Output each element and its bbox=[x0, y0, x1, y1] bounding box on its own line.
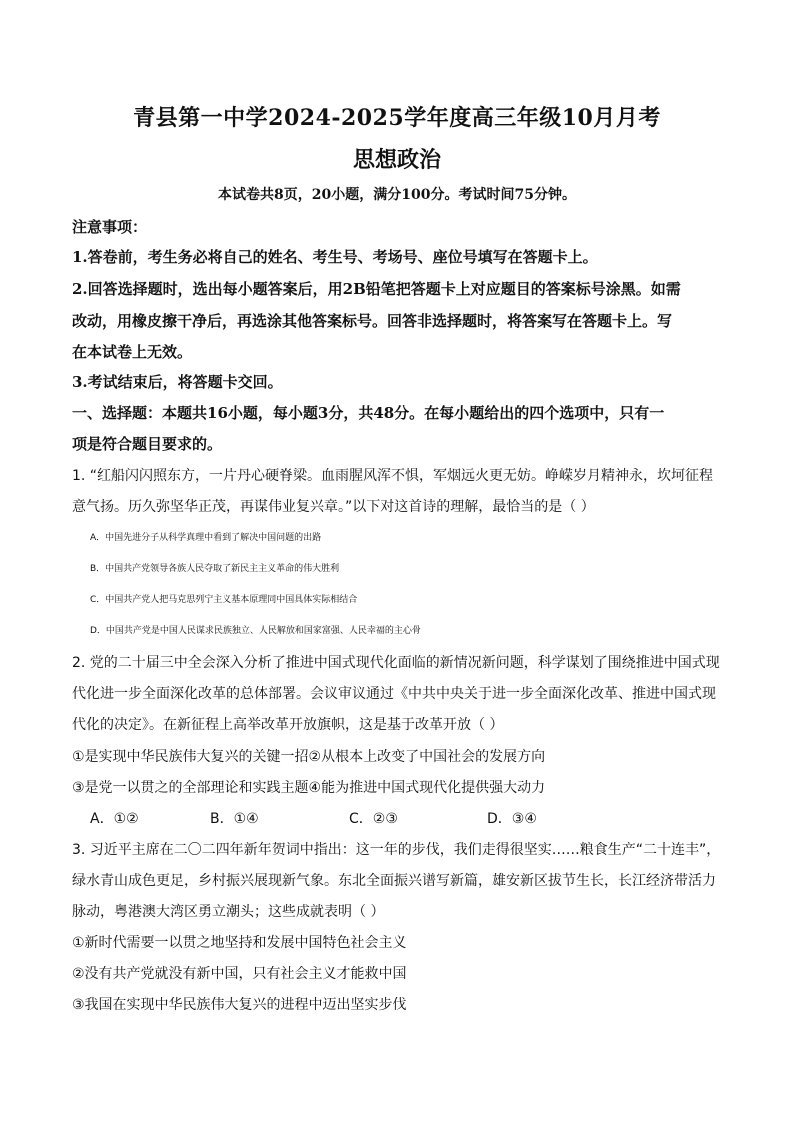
question-2-stem-line-1: 2. 党的二十届三中全会深入分析了推进中国式现代化面临的新情况新问题，科学谋划了围绕推进中国式现 bbox=[72, 655, 720, 671]
notice-heading: 注意事项： bbox=[72, 218, 148, 236]
question-3-stem-line-2: 绿水青山成色更足，乡村振兴展现新气象。东北全面振兴谱写新篇，雄安新区拔节生长，长江经济带活力 bbox=[72, 873, 716, 889]
notice-item-2-line-1: 2.回答选择题时，选出每小题答案后，用2B铅笔把答题卡上对应题目的答案标号涂黑。如需 bbox=[72, 280, 681, 298]
question-1-stem-line-2: 意气扬。历久弥坚华正茂，再谋伟业复兴章。”以下对这首诗的理解，最恰当的是（ ） bbox=[72, 499, 595, 515]
notice-item-1: 1.答卷前，考生务必将自己的姓名、考生号、考场号、座位号填写在答题卡上。 bbox=[72, 248, 598, 266]
question-2-option-c: C．②③ bbox=[349, 811, 398, 827]
exam-title: 青县第一中学2024-2025学年度高三年级10月月考 bbox=[133, 105, 661, 131]
question-3-statement-2: ②没有共产党就没有新中国，只有社会主义才能救中国 bbox=[72, 966, 407, 982]
question-3-statement-3: ③我国在实现中华民族伟大复兴的进程中迈出坚实步伐 bbox=[72, 997, 407, 1013]
question-1-option-c: C．中国共产党人把马克思列宁主义基本原理同中国具体实际相结合 bbox=[90, 595, 358, 605]
question-3-stem-line-3: 脉动，粤港澳大湾区勇立潮头；这些成就表明（ ） bbox=[72, 904, 385, 920]
question-2-statements-2: ③是党一以贯之的全部理论和实践主题④能为推进中国式现代化提供强大动力 bbox=[72, 780, 546, 796]
notice-item-3: 3.考试结束后，将答题卡交回。 bbox=[72, 373, 283, 391]
question-2-option-a: A．①② bbox=[90, 811, 139, 827]
question-2-stem-line-2: 代化进一步全面深化改革的总体部署。会议审议通过《中共中央关于进一步全面深化改革、推进中国式现 bbox=[72, 686, 716, 702]
question-1-option-d: D．中国共产党是中国人民谋求民族独立、人民解放和国家富强、人民幸福的主心骨 bbox=[90, 626, 421, 636]
question-2-stem-line-3: 代化的决定》。在新征程上高举改革开放旗帜，这是基于改革开放（ ） bbox=[72, 717, 504, 733]
section-heading-line-2: 项是符合题目要求的。 bbox=[72, 435, 223, 453]
question-1-option-a: A．中国先进分子从科学真理中看到了解决中国问题的出路 bbox=[90, 533, 322, 543]
exam-subject: 思想政治 bbox=[352, 147, 441, 173]
question-1-stem-line-1: 1. “红船闪闪照东方，一片丹心硬脊梁。血雨腥风浑不惧，军烟远火更无妨。峥嵘岁月精神永，坎坷征程 bbox=[72, 468, 714, 484]
question-3-statement-1: ①新时代需要一以贯之地坚持和发展中国特色社会主义 bbox=[72, 935, 407, 951]
question-2-option-d: D．③④ bbox=[487, 811, 537, 827]
section-heading-line-1: 一、选择题：本题共16小题，每小题3分，共48分。在每小题给出的四个选项中，只有一 bbox=[72, 404, 665, 422]
question-1-option-b: B．中国共产党领导各族人民夺取了新民主主义革命的伟大胜利 bbox=[90, 564, 340, 574]
question-2-option-b: B．①④ bbox=[210, 811, 259, 827]
notice-item-2-line-2: 改动，用橡皮擦干净后，再选涂其他答案标号。回答非选择题时，将答案写在答题卡上。写 bbox=[72, 312, 673, 330]
question-2-statements-1: ①是实现中华民族伟大复兴的关键一招②从根本上改变了中国社会的发展方向 bbox=[72, 749, 546, 765]
question-3-stem-line-1: 3. 习近平主席在二〇二四年新年贺词中指出：这一年的步伐，我们走得很坚实……粮食生产“二十连丰”， bbox=[72, 842, 721, 858]
notice-item-2-line-3: 在本试卷上无效。 bbox=[72, 343, 193, 361]
exam-info: 本试卷共8页，20小题，满分100分。考试时间75分钟。 bbox=[218, 187, 576, 203]
